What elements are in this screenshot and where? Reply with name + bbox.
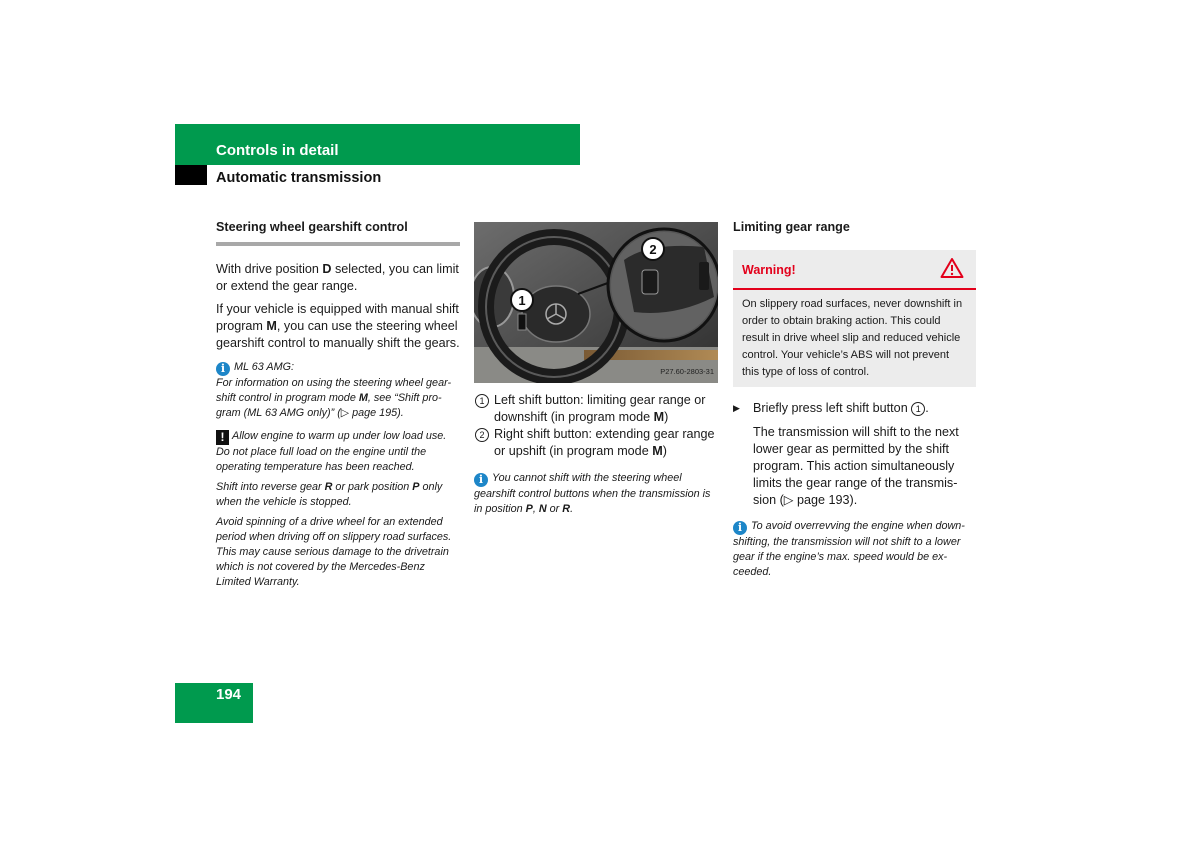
section-heading: Limiting gear range (733, 220, 850, 234)
left-column (216, 219, 460, 595)
steering-wheel-illustration (474, 222, 718, 383)
header-tab-marker (175, 165, 207, 185)
caution-note-spinning: Avoid spinning of a drive wheel for an extended period when driving off on slippery road surfaces. This may cause serious damage to the drivetrain which is not covered by the Mercedes-Benz Limited Warranty. (216, 516, 452, 588)
figure-id: P27.60-2803-31 (660, 367, 714, 376)
number-circle: 2 (475, 428, 489, 442)
step-result: The transmission will shift to the next lower gear as permitted by the shift program. This action simultaneously limits the gear range of the transmis-sion (▷ page 193). (753, 425, 959, 507)
list-item: 2 Right shift button: extending gear range or upshift (in program mode M) (474, 426, 719, 460)
warning-box (733, 250, 976, 387)
warning-header (733, 250, 976, 290)
list-item: 1 Left shift button: limiting gear range or downshift (in program mode M) (474, 392, 719, 426)
exclamation-icon: ! (216, 430, 229, 445)
right-column (733, 219, 977, 585)
subsection-title: Automatic transmission (216, 170, 382, 186)
section-heading: Steering wheel gearshift control (216, 219, 460, 246)
paragraph-drive-position: With drive position D selected, you can limit or extend the gear range. (216, 262, 459, 293)
middle-column (474, 222, 719, 522)
page-number: 194 (216, 686, 242, 703)
steering-wheel-photo (474, 222, 718, 383)
caution-note-reverse: Shift into reverse gear R or park position P only when the vehicle is stopped. (216, 481, 443, 508)
info-icon: i (216, 362, 230, 376)
paragraph-manual-shift: If your vehicle is equipped with manual shift program M, you can use the steering wheel gearshift control to manually shift the gears. (216, 302, 460, 350)
info-note-amg: i ML 63 AMG: For information on using the steering wheel gear-shift control in program mode M, see “Shift pro-gram (ML 63 AMG only)” (▷ page 195). (216, 361, 452, 419)
instruction-step: ▶ Briefly press left shift button 1 . (733, 401, 929, 415)
warning-body: On slippery road surfaces, never downshift in order to obtain braking action. This could result in drive wheel slip and reduced vehicle control. Your vehicle’s ABS will not prevent this type of loss of control. (742, 298, 963, 378)
number-circle: 1 (911, 402, 925, 416)
section-title: Controls in detail (216, 142, 339, 159)
step-bullet-icon: ▶ (733, 403, 740, 413)
page-number-box (175, 683, 253, 723)
callout-1: 1 (518, 293, 526, 308)
warning-title: Warning! (742, 263, 796, 277)
warning-triangle-icon (940, 257, 964, 279)
info-icon: i (474, 473, 488, 487)
info-note-positions: i You cannot shift with the steering wheel gearshift control buttons when the transmission is in position P, N or R. (474, 472, 711, 515)
number-circle: 1 (475, 394, 489, 408)
info-icon: i (733, 521, 747, 535)
callout-2: 2 (649, 242, 657, 257)
caution-note: ! Allow engine to warm up under low load use. Do not place full load on the engine until the operating temperature has been reached. Shift into reverse gear R or park position P only when the vehicle is stopped. Avoid spinning of a drive wheel for an extended period when driving off on slippery road surfaces. This may cause serious damage to the drivetrain which is not covered by the Mercedes-Benz Limited Warranty. (216, 429, 460, 590)
info-note-overrev: i To avoid overrevving the engine when down-shifting, the transmission will not shift to a lower gear if the engine’s max. speed would be ex-ceeded. (733, 520, 965, 578)
button-list (474, 392, 719, 460)
